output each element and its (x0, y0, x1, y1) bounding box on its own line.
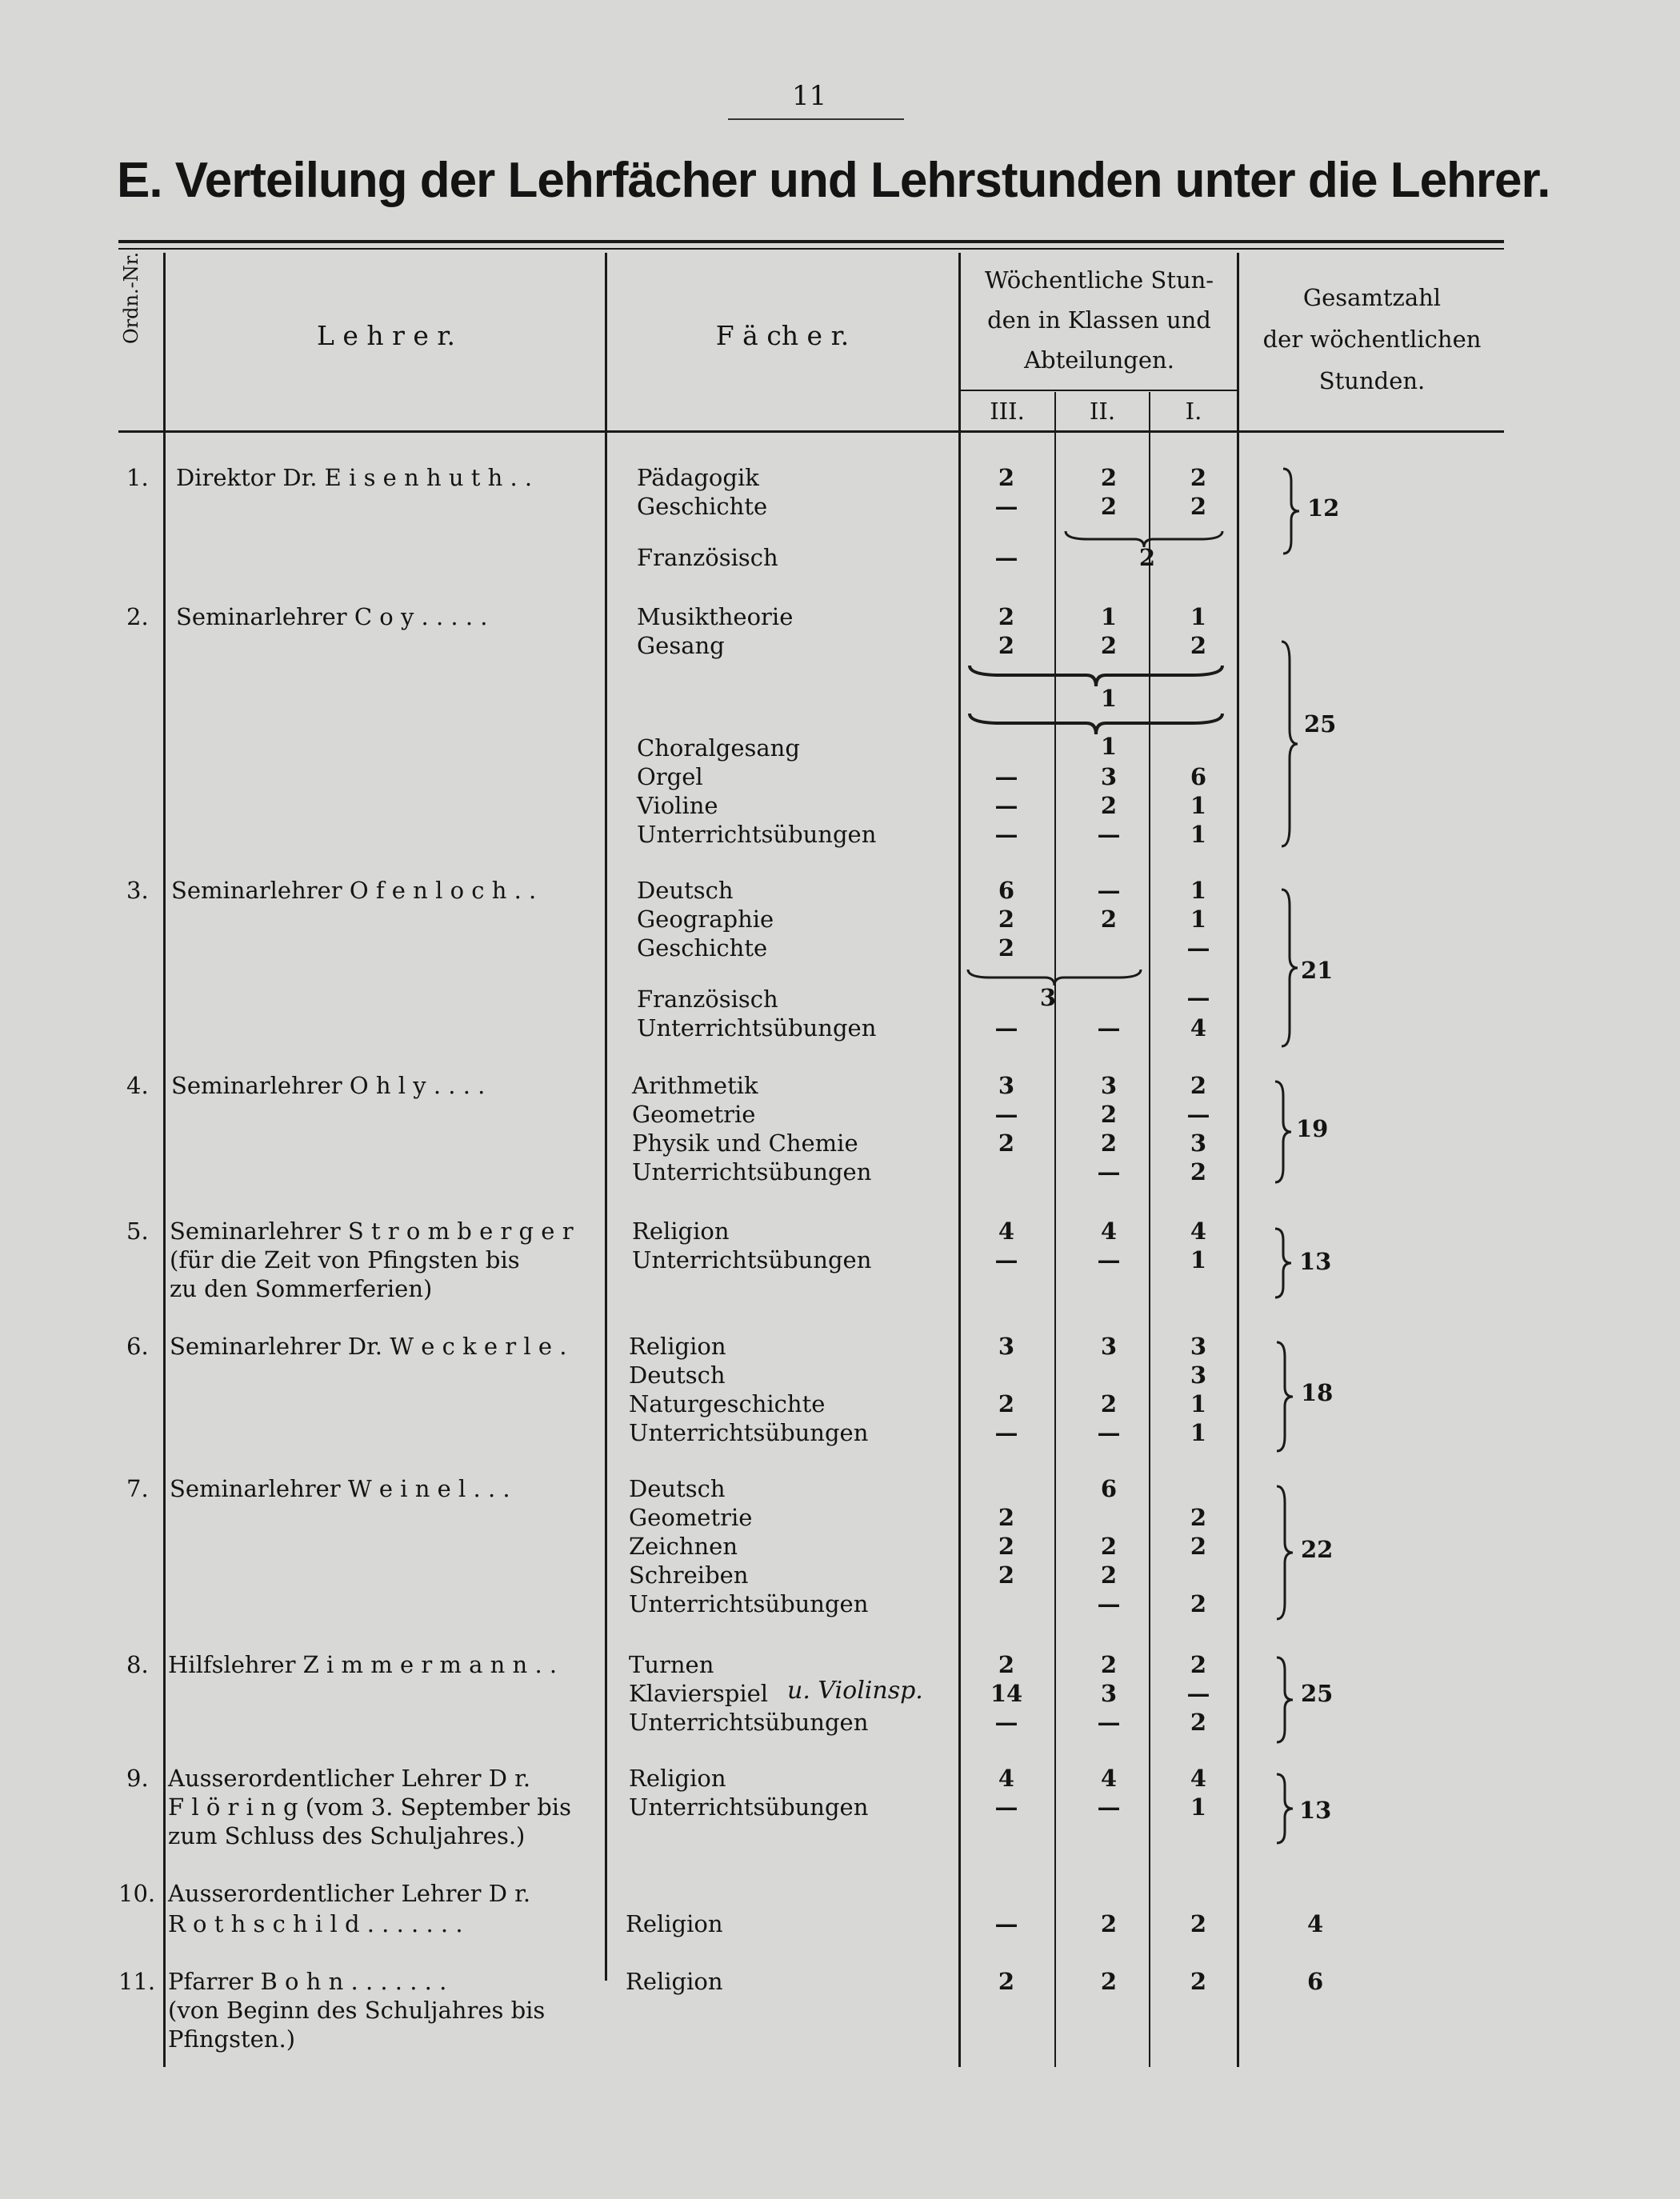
hours-iii: — (994, 1246, 1018, 1273)
hours-iii: 2 (998, 1129, 1015, 1157)
hours-ii: 3 (1100, 763, 1118, 790)
header-lehrer: L e h r e r. (316, 320, 456, 351)
hours-i: 2 (1190, 1533, 1207, 1560)
hours-i: 2 (1190, 632, 1207, 659)
hours-iii: — (994, 1101, 1018, 1128)
hours-ii: 2 (1100, 1533, 1118, 1560)
subject-name: Religion (626, 1910, 723, 1937)
subject-name: Französisch (637, 986, 778, 1013)
teacher-name: Direktor Dr. E i s e n h u t h . . (176, 464, 533, 491)
hours-i: 1 (1190, 1390, 1207, 1417)
row-number: 9. (126, 1765, 149, 1792)
hours-iii: 4 (998, 1217, 1015, 1245)
hours-iii: — (994, 1709, 1018, 1736)
total-hours: 25 (1301, 1680, 1334, 1707)
teacher-note: zum Schluss des Schuljahres.) (168, 1822, 526, 1849)
hours-iii: — (994, 1910, 1018, 1937)
hours-iii: 4 (998, 1765, 1015, 1792)
hours-ii: 2 (1100, 632, 1118, 659)
header-bottom-rule (118, 430, 1504, 433)
page-number-rule (728, 118, 904, 120)
total-brace (1274, 1485, 1294, 1621)
subject-name: Pädagogik (637, 464, 759, 491)
hours-i: — (1186, 1680, 1210, 1707)
teacher-name: Seminarlehrer O f e n l o c h . . (171, 877, 537, 904)
subject-name: Religion (629, 1333, 726, 1360)
hours-i: 2 (1190, 1158, 1207, 1185)
hours-iii: — (994, 493, 1018, 520)
hours-i: 1 (1190, 906, 1207, 933)
hours-iii: 2 (998, 1533, 1015, 1560)
hours-ii: 2 (1100, 1651, 1118, 1678)
total-hours: 25 (1304, 710, 1337, 738)
teacher-note: Pfingsten.) (168, 2025, 296, 2053)
combine-brace (1064, 530, 1224, 549)
combine-brace (968, 664, 1224, 688)
teacher-name: Ausserordentlicher Lehrer D r. (168, 1765, 531, 1792)
subject-name: Unterrichtsübungen (632, 1246, 872, 1273)
hours-i: 1 (1190, 1793, 1207, 1821)
row-number: 2. (126, 603, 149, 630)
subject-name: Violine (637, 792, 718, 819)
subject-name: Gesang (637, 632, 725, 659)
hours-i: — (1186, 1101, 1210, 1128)
subject-name: Französisch (637, 544, 778, 571)
subject-name: Turnen (629, 1651, 714, 1678)
hours-i: — (1186, 934, 1210, 962)
hours-i: 2 (1190, 1072, 1207, 1099)
row-number: 3. (126, 877, 149, 904)
hours-ii: — (1097, 1419, 1121, 1446)
row-number: 11. (118, 1968, 156, 1995)
hours-ii: — (1097, 1158, 1121, 1185)
hours-ii: 6 (1100, 1475, 1118, 1502)
column-rule (605, 253, 607, 1981)
total-brace (1272, 1080, 1293, 1184)
combine-brace (968, 712, 1224, 736)
subject-name: Musiktheorie (637, 603, 794, 630)
hours-ii: 2 (1100, 1910, 1118, 1937)
teacher-note: (von Beginn des Schuljahres bis (168, 1997, 546, 2024)
total-hours: 22 (1301, 1536, 1334, 1563)
combine-brace (966, 968, 1142, 987)
hours-i: 2 (1190, 464, 1207, 491)
hours-iii: 2 (998, 632, 1015, 659)
subject-name: Deutsch (629, 1361, 726, 1389)
subject-name: Physik und Chemie (632, 1129, 858, 1157)
header-total-line1: Gesamtzahl (1302, 284, 1442, 311)
hours-i: 1 (1190, 1419, 1207, 1446)
row-number: 1. (126, 464, 149, 491)
hours-ii: 2 (1100, 464, 1118, 491)
column-rule (1054, 392, 1056, 2067)
hours-i: 2 (1190, 1651, 1207, 1678)
hours-i: 4 (1190, 1217, 1207, 1245)
hours-i: 3 (1190, 1361, 1207, 1389)
header-weekly-line1: Wöchentliche Stun- (984, 266, 1214, 294)
subject-name: Arithmetik (632, 1072, 758, 1099)
hours-ii: 4 (1100, 1765, 1118, 1792)
row-number: 4. (126, 1072, 149, 1099)
hours-iii: — (994, 792, 1018, 819)
total-brace (1278, 640, 1299, 848)
subject-name: Choralgesang (637, 734, 800, 762)
hours-i: 3 (1190, 1129, 1207, 1157)
hours-ii: 2 (1100, 1129, 1118, 1157)
hours-i: 4 (1190, 1014, 1207, 1042)
hours-i: 2 (1190, 493, 1207, 520)
header-weekly-line2: den in Klassen und (987, 306, 1211, 334)
total-brace (1274, 1656, 1294, 1744)
subject-name: Deutsch (637, 877, 734, 904)
hours-ii: — (1097, 1014, 1121, 1042)
subject-name: Geographie (637, 906, 774, 933)
hours-ii: — (1097, 1246, 1121, 1273)
total-hours: 4 (1307, 1910, 1324, 1937)
total-hours: 21 (1301, 957, 1334, 984)
subject-name: Unterrichtsübungen (637, 821, 877, 848)
hours-iii: — (994, 1419, 1018, 1446)
hours-ii: 2 (1100, 792, 1118, 819)
hours-ii: 2 (1100, 906, 1118, 933)
hours-ii: — (1097, 1793, 1121, 1821)
total-brace (1280, 467, 1301, 555)
hours-i: 2 (1190, 1968, 1207, 1995)
hours-ii: 2 (1100, 1561, 1118, 1589)
subject-name: Religion (632, 1217, 730, 1245)
total-hours: 13 (1299, 1797, 1332, 1824)
hours-ii: 2 (1100, 1390, 1118, 1417)
subject-name: Klavierspiel (629, 1680, 769, 1707)
total-brace (1278, 888, 1299, 1048)
hours-i: 1 (1190, 603, 1207, 630)
row-number: 6. (126, 1333, 149, 1360)
hours-iii: 3 (998, 1333, 1015, 1360)
hours-iii: 2 (998, 603, 1015, 630)
header-ordn-nr: Ordn.-Nr. (120, 251, 142, 344)
row-number: 7. (126, 1475, 149, 1502)
column-rule (1149, 392, 1150, 2067)
header-class-ii: II. (1089, 398, 1116, 425)
hours-iii: — (994, 1793, 1018, 1821)
subject-name: Unterrichtsübungen (629, 1590, 869, 1617)
total-brace (1274, 1773, 1294, 1845)
hours-ii: 2 (1100, 1968, 1118, 1995)
subject-name: Deutsch (629, 1475, 726, 1502)
hours-i: 1 (1190, 1246, 1207, 1273)
teacher-name: Seminarlehrer C o y . . . . . (176, 603, 488, 630)
hours-iii: — (994, 763, 1018, 790)
hours-ii: 1 (1100, 603, 1118, 630)
teacher-name: Seminarlehrer O h l y . . . . (171, 1072, 486, 1099)
subject-name: Geometrie (632, 1101, 756, 1128)
teacher-name: Hilfslehrer Z i m m e r m a n n . . (168, 1651, 558, 1678)
hours-ii: 4 (1100, 1217, 1118, 1245)
hours-i: 6 (1190, 763, 1207, 790)
subject-name: Orgel (637, 763, 703, 790)
hours-i: — (1186, 984, 1210, 1011)
row-number: 8. (126, 1651, 149, 1678)
total-hours: 13 (1299, 1248, 1332, 1275)
hours-iii: 2 (998, 906, 1015, 933)
hours-i: 4 (1190, 1765, 1207, 1792)
teacher-name: Seminarlehrer W e i n e l . . . (170, 1475, 510, 1502)
subject-name: Religion (629, 1765, 726, 1792)
hours-iii: 2 (998, 1561, 1015, 1589)
hours-ii: — (1097, 1590, 1121, 1617)
total-hours: 6 (1307, 1968, 1324, 1995)
total-brace (1274, 1341, 1294, 1453)
subject-name: Geschichte (637, 934, 768, 962)
hours-ii: 2 (1100, 1101, 1118, 1128)
hours-iii: — (994, 1014, 1018, 1042)
subject-name: Religion (626, 1968, 723, 1995)
hours-iii: 2 (998, 1504, 1015, 1531)
row-number: 10. (118, 1880, 156, 1907)
hours-ii: 3 (1100, 1680, 1118, 1707)
teacher-name: Ausserordentlicher Lehrer D r. (168, 1880, 531, 1907)
hours-iii: 2 (998, 464, 1015, 491)
subject-name: Unterrichtsübungen (632, 1158, 872, 1185)
subject-name: Unterrichtsübungen (637, 1014, 877, 1042)
teacher-name: Pfarrer B o h n . . . . . . . (168, 1968, 447, 1995)
teacher-note: (für die Zeit von Pfingsten bis (170, 1246, 520, 1273)
hours-iii: 14 (990, 1680, 1023, 1707)
table-top-rule (118, 240, 1504, 243)
handwritten-annotation: u. Violinsp. (787, 1677, 923, 1705)
row-number: 5. (126, 1217, 149, 1245)
header-total-line3: Stunden. (1318, 367, 1426, 394)
hours-ii: 3 (1100, 1072, 1118, 1099)
header-total-line2: der wöchentlichen (1262, 326, 1482, 353)
hours-i: 1 (1190, 792, 1207, 819)
subject-name: Zeichnen (629, 1533, 738, 1560)
hours-ii: — (1097, 877, 1121, 904)
header-class-iii: III. (990, 398, 1025, 425)
column-rule (163, 253, 166, 2067)
subject-name: Naturgeschichte (629, 1390, 826, 1417)
table-top-rule-thin (118, 248, 1504, 250)
teacher-name: Seminarlehrer S t r o m b e r g e r (170, 1217, 574, 1245)
subject-name: Geschichte (637, 493, 768, 520)
total-hours: 18 (1301, 1379, 1334, 1406)
subject-name: Geometrie (629, 1504, 753, 1531)
hours-i: 1 (1190, 877, 1207, 904)
total-brace (1272, 1227, 1293, 1299)
hours-iii: 2 (998, 1390, 1015, 1417)
teacher-name: F l ö r i n g (vom 3. September bis (168, 1793, 571, 1821)
header-class-i: I. (1185, 398, 1202, 425)
hours-i: 2 (1190, 1910, 1207, 1937)
hours-iii: 3 (998, 1072, 1015, 1099)
hours-ii: 3 (1100, 1333, 1118, 1360)
header-weekly-line3: Abteilungen. (1024, 346, 1174, 374)
column-rule (1237, 253, 1239, 2067)
hours-i: 2 (1190, 1709, 1207, 1736)
hours-iii: 2 (998, 1968, 1015, 1995)
hours-iii: 2 (998, 1651, 1015, 1678)
column-rule (958, 253, 961, 2067)
hours-ii: — (1097, 821, 1121, 848)
hours-ii: 2 (1100, 493, 1118, 520)
page-number: 11 (792, 80, 827, 112)
subject-name: Unterrichtsübungen (629, 1419, 869, 1446)
subject-name: Unterrichtsübungen (629, 1793, 869, 1821)
hours-ii: — (1097, 1709, 1121, 1736)
class-subheader-rule (958, 390, 1237, 391)
teacher-name: R o t h s c h i l d . . . . . . . (168, 1910, 463, 1937)
hours-i: 1 (1190, 821, 1207, 848)
hours-iii: 2 (998, 934, 1015, 962)
total-hours: 19 (1296, 1115, 1329, 1142)
header-faecher: F ä ch e r. (715, 320, 850, 351)
hours-iii-ii-combined: 3 (1039, 984, 1057, 1011)
hours-combined-all: 1 (1100, 685, 1118, 712)
hours-i: 2 (1190, 1590, 1207, 1617)
total-hours: 12 (1307, 494, 1340, 522)
teacher-name: Seminarlehrer Dr. W e c k e r l e . (170, 1333, 567, 1360)
hours-i: 3 (1190, 1333, 1207, 1360)
hours-ii-i-combined: 2 (1138, 544, 1156, 571)
hours-i: 2 (1190, 1504, 1207, 1531)
hours-iii: — (994, 544, 1018, 571)
teacher-note: zu den Sommerferien) (170, 1275, 433, 1302)
subject-name: Unterrichtsübungen (629, 1709, 869, 1736)
hours-iii: — (994, 821, 1018, 848)
hours-iii: 6 (998, 877, 1015, 904)
page-title: E. Verteilung der Lehrfächer und Lehrstunden unter die Lehrer. (117, 153, 1550, 208)
subject-name: Schreiben (629, 1561, 749, 1589)
hours-combined-all: 1 (1100, 733, 1118, 760)
